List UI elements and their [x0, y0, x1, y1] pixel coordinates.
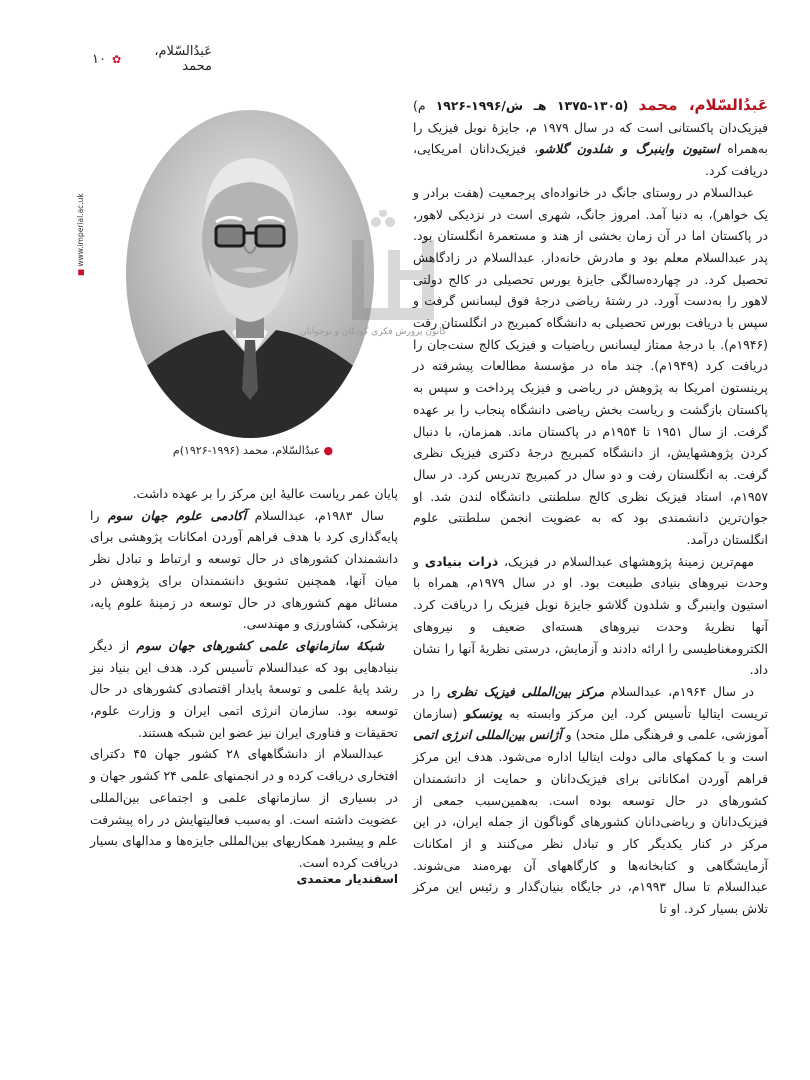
photo-credit: ■ www.imperial.ac.uk: [76, 193, 85, 276]
red-ornament-icon: ✿: [111, 52, 122, 66]
entry-dates: (۱۳۰۵-۱۳۷۵ هـ ش/۱۹۹۶-۱۹۲۶: [435, 98, 629, 113]
left-column: [90, 483, 398, 874]
author-signature: اسفندیار معتمدی: [296, 872, 398, 886]
header-title: عَبدُالسّلام، محمد: [154, 44, 212, 74]
ictp-paragraph: در سال ۱۹۶۴م، عبدالسلام مرکز بین‌المللی فیزیک نظری را در تریست ایتالیا تأسیس کرد. این مرکز وابسته به یونسکو (سازمان آموزشی، علمی و فرهنگی ملل متحد) و آژانس بین‌المللی انرژی اتمی است و با کمکهای مالی دولت ایتالیا اداره می‌شود. هدف این مرکز فراهم آوردن امکاناتی برای فیزیک‌دانان و حمایت از دانشمندان کشورهای در حال توسعه بوده است. به‌همین‌سبب جمعی از فیزیک‌دانان و ریاضی‌دانان کشورهای گوناگون از جمله ایران، در این مرکز در کنار یکدیگر کار و تبادل نظر می‌کنند و از امکانات آزمایشگاهی و کتابخانه‌ها و کارگاههای آن بهره‌مند می‌شوند. عبدالسلام تا سال ۱۹۹۳م، در جایگاه بنیان‌گذار و رئیس این مرکز تلاش بسیار کرد. او تا: [413, 683, 769, 917]
term-ictp: مرکز بین‌المللی فیزیک نظری: [446, 683, 605, 699]
term-elementary-particles: ذرات بنیادی: [424, 553, 499, 569]
watermark-subtitle: کانون پرورش فکری کودکان و نوجوانان: [300, 327, 447, 337]
portrait-caption: [128, 444, 378, 457]
credit-icon: ■: [76, 268, 85, 276]
continuation-paragraph: پایان عمر ریاست عالیهٔ این مرکز را بر عهده داشت.: [132, 486, 398, 501]
caption-bullet-icon: ●: [323, 444, 334, 457]
term-network: شبکهٔ سازمانهای علمی کشورهای جهان سوم: [136, 637, 384, 653]
research-paragraph: مهم‌ترین زمینهٔ پژوهشهای عبدالسلام در فیزیک، ذرات بنیادی و وحدت نیروهای بنیادی طبیعت بود. او در سال ۱۹۷۹م، همراه با استیون واینبرگ و شلدون گلاشو جایزهٔ نوبل فیزیک را دریافت کرد. آنها نظریهٔ وحدت نیروهای هسته‌ای ضعیف و نیروهای الکترومغناطیسی را ارائه دادند و آزمایش، درستی نظریهٔ آنها را نشان داد.: [413, 553, 768, 678]
honors-paragraph: عبدالسلام از دانشگاههای ۲۸ کشور جهان ۴۵ دکترای افتخاری دریافت کرده و در انجمنهای علمی ۲۴ کشور جهان و در بسیاری از سازمانهای علمی و اجتماعی بین‌المللی عضویت داشته است. او به‌سبب فعالیتهایش در راه پیشرفت علم و پیشبرد همکاریهای بین‌المللی جایزه‌ها و مدالهای بسیار دریافت کرده است.: [90, 746, 398, 870]
term-twas: آکادمی علوم جهان سوم: [107, 507, 247, 523]
biography-paragraph: عبدالسلام در روستای جانگ در خانواده‌ای پرجمعیت (هفت برادر و یک خواهر)، به دنیا آمد. امروز جانگ، شهری است در نزدیکی لاهور، در پاکستان اما در آن زمان بخشی از هند و مستعمرهٔ انگلستان بود. پدر عبدالسلام معلم بود و مادرش خانه‌دار. عبدالسلام در زادگاهش تحصیل کرد. در چهارده‌سالگی جایزهٔ بورس تحصیلی در کالج دولتی لاهور را به‌دست آورد. در رشتهٔ ریاضی درجهٔ فوق لیسانس گرفت و سپس با دریافت بورس تحصیلی به دانشگاه کمبریج در انگلستان رفت (۱۹۴۶م). با درجهٔ ممتاز لیسانس ریاضیات و فیزیک کالج سنت‌جان را دریافت کرد (۱۹۴۹م). چند ماه در مؤسسهٔ مطالعات پیشرفته در پرینستون امریکا به پژوهش در ریاضی و فیزیک پرداخت و سپس به پاکستان بازگشت و ریاست بخش ریاضی دانشگاه پنجاب را بر عهده گرفت. از سال ۱۹۵۱ تا ۱۹۵۴م در پاکستان ماند. همزمان، با دنبال کردن پژوهشهایش، از دانشگاه کمبریج درجهٔ دکتری فیزیک نظری گرفت. به انگلستان رفت و دو سال در کمبریج تدریس کرد. در سال ۱۹۵۷م، استاد فیزیک نظری کالج سلطنتی دانشگاه لندن شد. او جوان‌ترین دانشمندی بود که به عضویت انجمن سلطنتی علوم انگلستان درآمد.: [413, 184, 769, 548]
nobel-colaureates: استیون واینبرگ و شلدون گلاشو: [538, 141, 720, 157]
caption-text: عبدُالسّلام، محمد (۱۹۹۶-۱۹۲۶)م: [172, 444, 321, 457]
network-paragraph: شبکهٔ سازمانهای علمی کشورهای جهان سوم از دیگر بنیادهایی بود که عبدالسلام تأسیس کرد. هدف این بنیاد نیز رشد پایهٔ علمی و توسعهٔ پایدار اقتصادی کشورهای در حال توسعه بود. سازمان انرژی اتمی ایران و وزارت علوم، تحقیقات و فناوری ایران نیز عضو این شبکه هستند.: [90, 637, 398, 740]
page-number: ۱۰: [92, 51, 106, 67]
term-iaea: آژانس بین‌المللی انرژی اتمی: [413, 727, 562, 743]
running-header: [92, 44, 212, 74]
intro-paragraph: عَبدُالسّلام، محمد (۱۳۰۵-۱۳۷۵ هـ ش/۱۹۹۶-۱۹۲۶ م) فیزیک‌دان پاکستانی است که در سال ۱۹۷۹ م، جایزهٔ نوبل فیزیک را به‌همراه استیون واینبرگ و شلدون گلاشو، فیزیک‌دانان امریکایی، دریافت کرد.: [413, 96, 768, 179]
right-column: [413, 95, 768, 920]
academy-paragraph: سال ۱۹۸۳م، عبدالسلام آکادمی علوم جهان سوم را پایه‌گذاری کرد با هدف فراهم آوردن امکانات پژوهشی برای دانشمندان کشورهای در حال توسعه و ارتباط و تبادل نظر میان آنها، همچنین تشویق دانشمندان برای پژوهش در مسائل مهم کشورهای در حال توسعه در زمینهٔ علوم پایه، پزشکی، کشاورزی و مهندسی.: [90, 507, 398, 632]
term-unesco: یونسکو: [464, 705, 503, 721]
headword: عَبدُالسّلام، محمد: [638, 96, 768, 114]
